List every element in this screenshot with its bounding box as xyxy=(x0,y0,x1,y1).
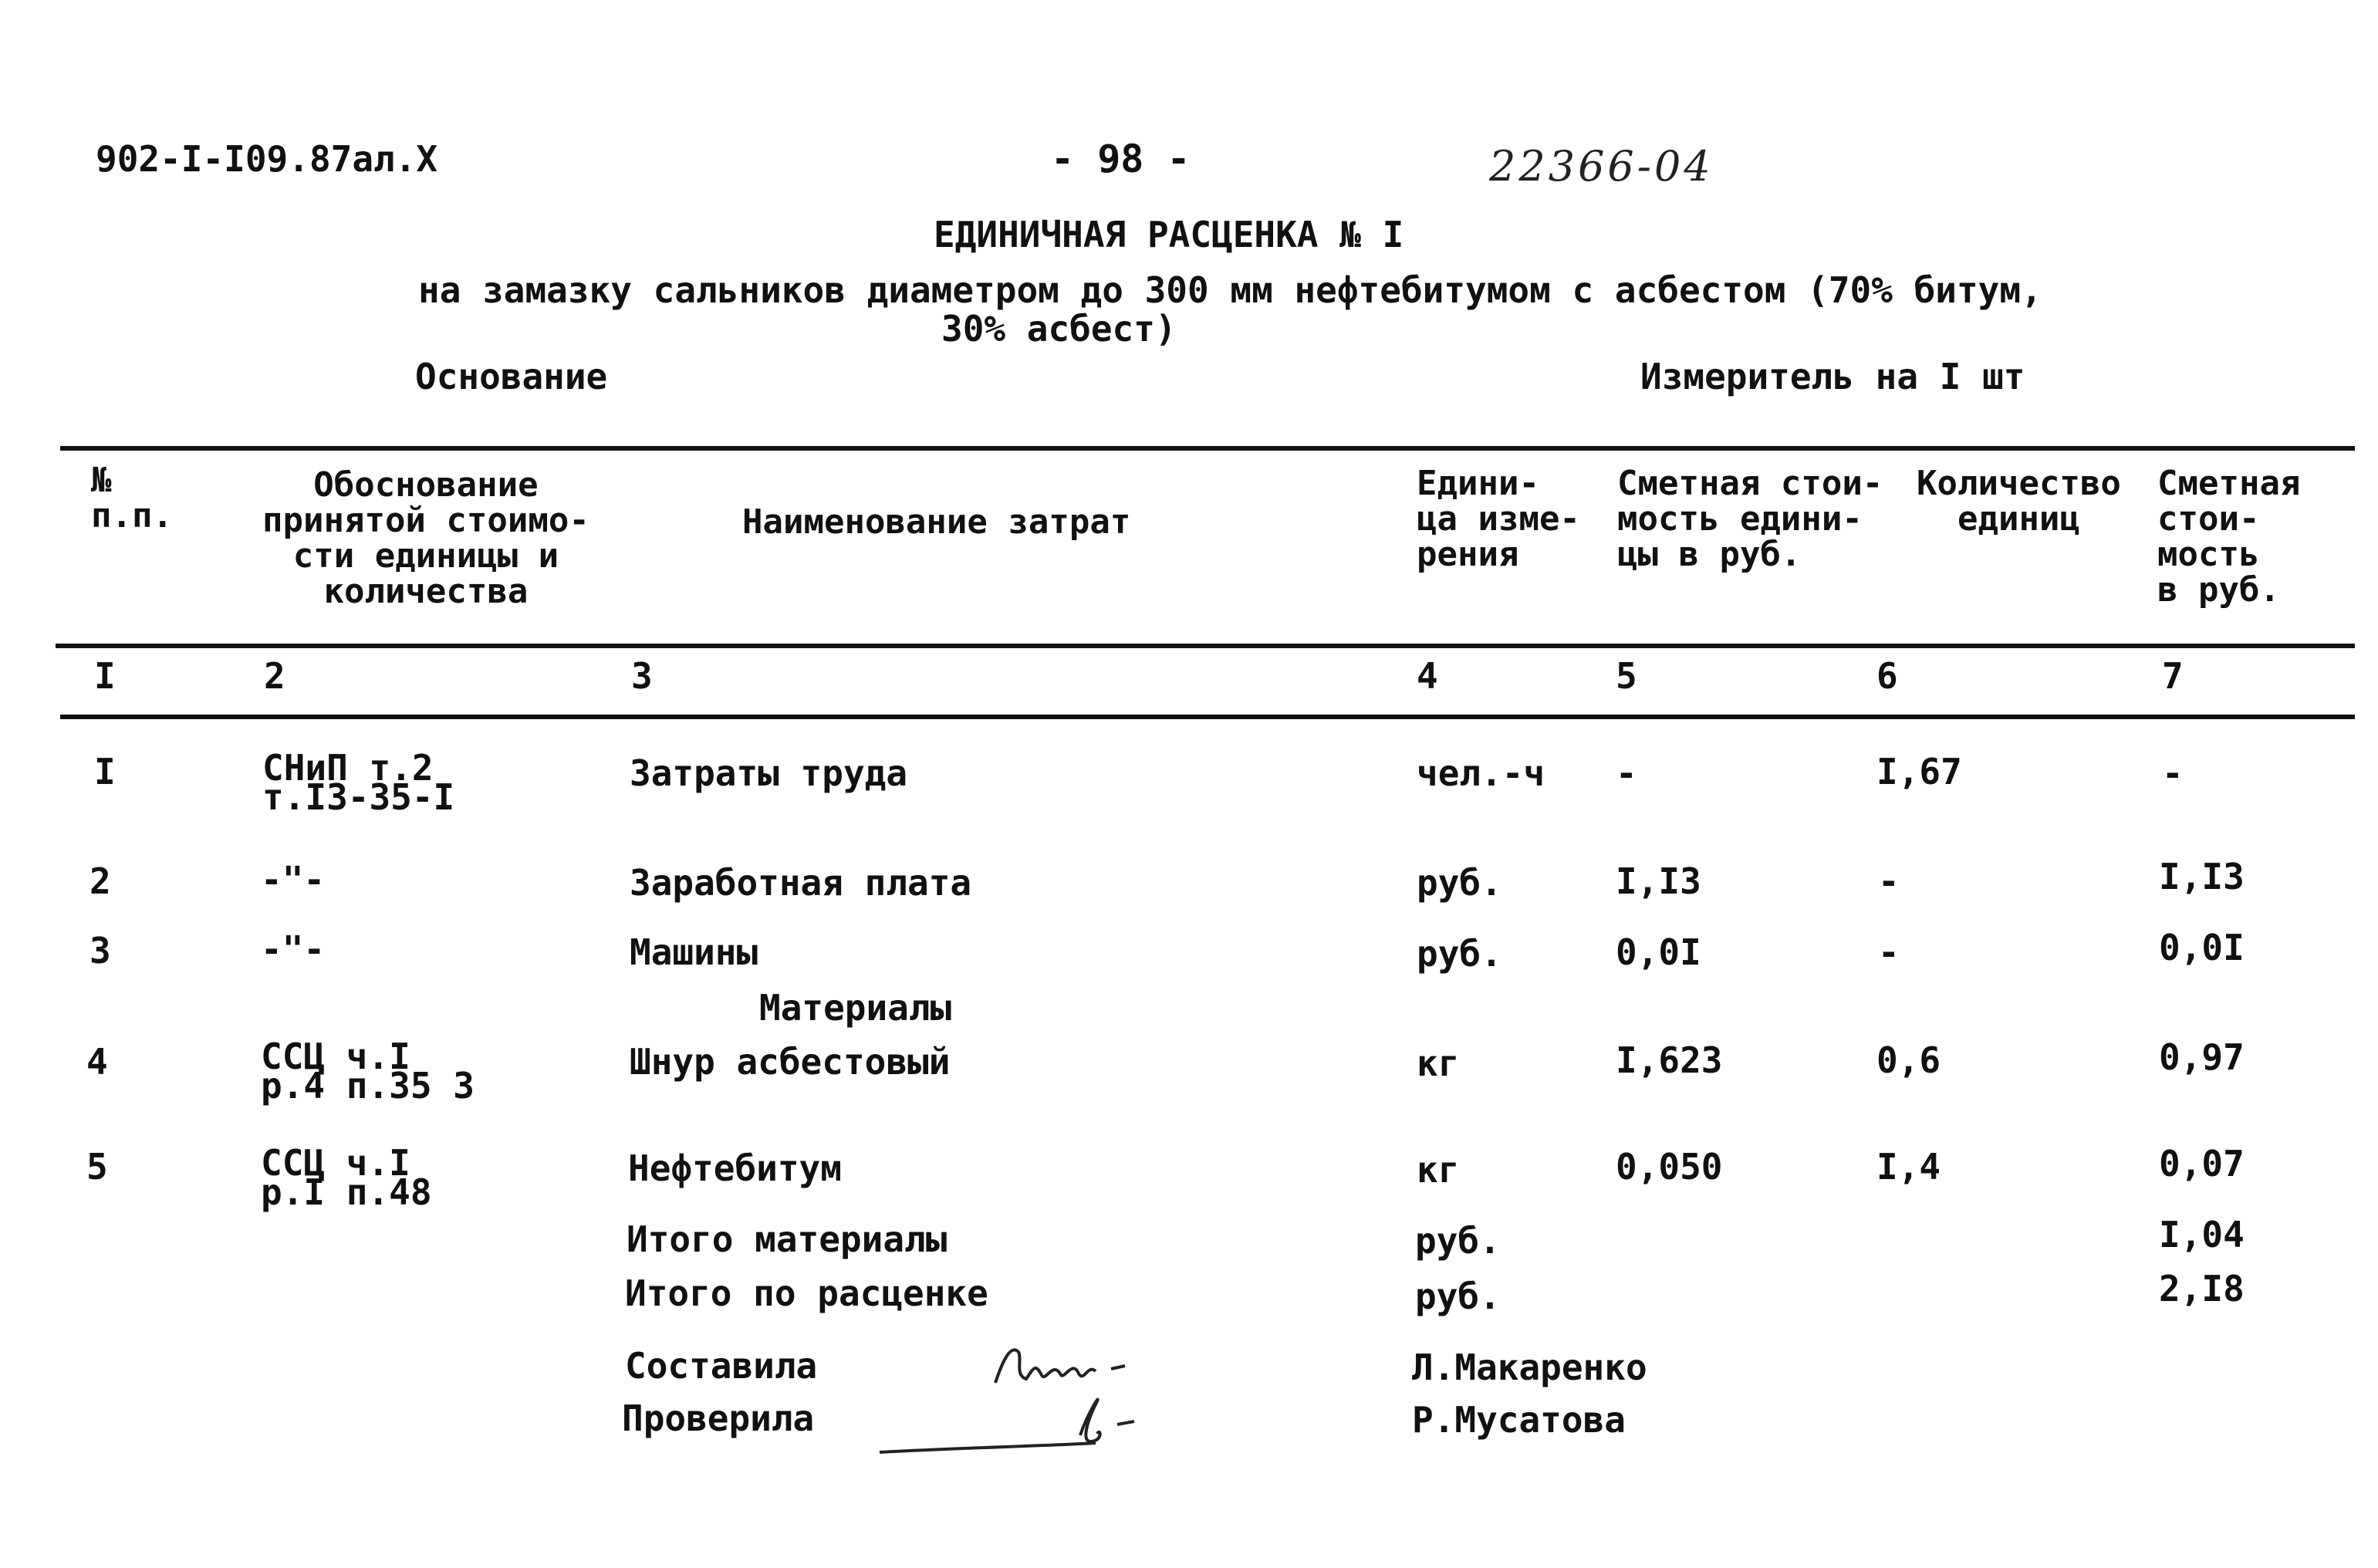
header-bottom-rule xyxy=(56,644,2355,648)
header-col-1: № п.п. xyxy=(91,461,173,536)
row-total: 0,07 xyxy=(2159,1143,2245,1184)
row-number: I xyxy=(94,751,116,792)
row-number: 4 xyxy=(86,1041,108,1083)
column-number: 4 xyxy=(1417,655,1438,697)
column-number: 7 xyxy=(2162,655,2184,697)
header-col-7: Сметная стои- мость в руб. xyxy=(2157,464,2301,610)
document-title: ЕДИНИЧНАЯ РАСЦЕНКА № I xyxy=(934,214,1404,255)
header-col-2: Обоснование принятой стоимо- сти единицы и количества xyxy=(262,465,589,611)
row-unit-cost: 0,0I xyxy=(1616,931,1701,973)
document-subtitle-cont: 30% асбест) xyxy=(941,308,1177,350)
handwritten-number: 22366-04 xyxy=(1489,142,1714,191)
checked-by-label: Проверила xyxy=(622,1397,815,1439)
row-basis: ССЦ ч.I р.I п.48 xyxy=(261,1142,432,1213)
row-total: 0,0I xyxy=(2159,927,2245,968)
row-basis: -"- xyxy=(261,859,326,901)
row-name: Машины xyxy=(630,931,758,973)
measure-label: Измеритель на I шт xyxy=(1640,356,2025,397)
row-unit: чел.-ч xyxy=(1417,752,1545,794)
header-col-5: Сметная стои- мость едини- цы в руб. xyxy=(1617,464,1883,574)
row-unit: руб. xyxy=(1417,933,1502,975)
column-number: 2 xyxy=(264,655,285,697)
row-quantity: - xyxy=(1878,931,1900,973)
row-unit-cost: 0,050 xyxy=(1616,1146,1723,1188)
row-name: Нефтебитум xyxy=(628,1147,842,1189)
compiled-by-name: Л.Макаренко xyxy=(1412,1347,1647,1388)
materials-heading: Материалы xyxy=(759,987,952,1029)
header-col-4: Едини- ца изме- рения xyxy=(1417,464,1580,574)
row-name: Шнур асбестовый xyxy=(630,1041,951,1083)
document-subtitle: на замазку сальников диаметром до 300 мм нефтебитумом с асбестом (70% битум, xyxy=(418,269,2042,311)
row-name: Заработная плата xyxy=(630,862,972,904)
row-quantity: I,67 xyxy=(1876,751,1962,792)
row-total: - xyxy=(2162,752,2184,794)
total-value: I,04 xyxy=(2159,1214,2245,1255)
page-number: - 98 - xyxy=(1051,137,1191,181)
column-number: 6 xyxy=(1876,655,1898,697)
column-number: 5 xyxy=(1616,655,1637,697)
row-total: I,I3 xyxy=(2159,856,2245,897)
total-unit: руб. xyxy=(1415,1276,1501,1317)
row-unit: кг xyxy=(1417,1043,1460,1084)
column-number: I xyxy=(94,655,116,697)
row-number: 5 xyxy=(86,1146,108,1188)
row-name: Затраты труда xyxy=(630,752,908,794)
document-code: 902-I-I09.87ал.X xyxy=(96,138,438,180)
column-number: 3 xyxy=(631,655,653,697)
row-unit-cost: I,623 xyxy=(1616,1039,1723,1081)
row-number: 3 xyxy=(90,930,111,972)
row-unit-cost: I,I3 xyxy=(1616,860,1701,902)
row-quantity: - xyxy=(1878,860,1900,902)
checked-by-name: Р.Мусатова xyxy=(1412,1399,1626,1441)
row-unit: кг xyxy=(1417,1149,1460,1191)
table-top-rule xyxy=(60,446,2355,451)
row-basis: СНиП т.2 т.I3-35-I xyxy=(262,747,455,818)
total-label: Итого по расценке xyxy=(625,1272,988,1314)
row-quantity: I,4 xyxy=(1876,1146,1941,1188)
row-number: 2 xyxy=(90,860,111,902)
total-unit: руб. xyxy=(1415,1220,1501,1262)
row-unit-cost: - xyxy=(1616,752,1637,794)
row-basis: ССЦ ч.I р.4 п.35 3 xyxy=(261,1036,475,1107)
row-quantity: 0,6 xyxy=(1876,1039,1941,1081)
signature-checked xyxy=(872,1381,1150,1466)
colnum-bottom-rule xyxy=(60,715,2355,719)
total-label: Итого материалы xyxy=(627,1218,947,1260)
header-col-6: Количество единиц xyxy=(1917,464,2121,539)
row-basis: -"- xyxy=(261,928,326,970)
row-total: 0,97 xyxy=(2159,1036,2245,1078)
header-col-3: Наименование затрат xyxy=(742,502,1131,542)
compiled-by-label: Составила xyxy=(625,1345,818,1387)
basis-label: Основание xyxy=(415,356,608,397)
row-unit: руб. xyxy=(1417,862,1502,904)
total-value: 2,I8 xyxy=(2159,1268,2245,1309)
